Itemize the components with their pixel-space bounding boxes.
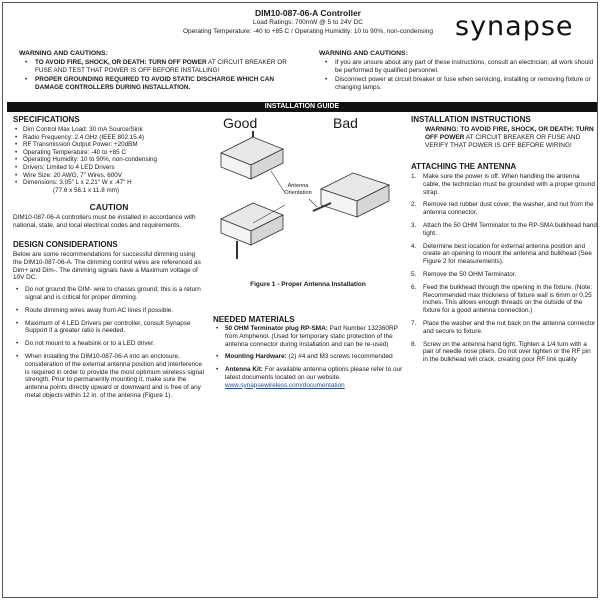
warnings-right	[319, 50, 597, 93]
specifications-title: SPECIFICATIONS	[13, 115, 80, 124]
warning-item: • TO AVOID FIRE, SHOCK, OR DEATH: TURN OFF POWER AT CIRCUIT BREAKER OR FUSE AND TEST THAT POWER IS OFF BEFORE INSTALLING!	[19, 59, 304, 75]
antenna-orientation-label: Antenna Orientation	[284, 183, 312, 196]
specifications-list	[13, 126, 205, 187]
spec-item: • RF Transmission Output Power: +20dBM	[13, 141, 205, 149]
caution-text: DIM10-087-06-A controllers must be installed in accordance with national, state, and local electrical codes and requirements.	[13, 214, 196, 230]
spec-item: • Dim Control Max Load: 30 mA Source/Sink	[13, 126, 205, 134]
design-item: • When installing the DIM10-087-06-A into an enclosure, consideration of the external antenna position and interference is required in order to provide the most optimum wireless signal strength. Prior to permanently mounting it, make sure the antenna points directly upward or downward and is free of any metal objects within 12 in. of the antenna (Figure 1).	[13, 353, 205, 400]
spec-item: • Drivers: Limited to 4 LED Drivers	[13, 164, 205, 172]
spec-item: • Wire Size: 20 AWG, 7" Wires, 600V	[13, 172, 205, 180]
document-title: DIM10-087-06-A Controller	[255, 8, 361, 18]
spec-item: • Operating Temperature: -40 to +85 C	[13, 149, 205, 157]
step-item: 8. Screw on the antenna hand tight. Tighten a 1/4 turn with a pair of needle nose pliers. Do not over tighten or the RF pin in the bulkhead will crack, creating poor RF link quality	[411, 340, 591, 364]
synapse-logo: synapse	[455, 11, 574, 42]
header	[143, 9, 473, 36]
design-item: • Do not ground the DIM- wire to chassis ground; this is a return signal and is critical for proper dimming.	[13, 286, 205, 302]
warning-item: • If you are unsure about any part of these instructions, consult an electrician; all work should be performed by qualified personnel.	[319, 59, 597, 75]
materials-list	[213, 325, 403, 395]
good-enclosure-up	[221, 131, 283, 179]
step-item: 4. Determine best location for external antenna position and create an opening to mount the antenna and bulkhead (See Figure 2 for measurements).	[411, 242, 592, 266]
material-item: • Antenna Kit: For available antenna options please refer to our latest documents located on our website. www.synapsewireless.com/documentation	[213, 366, 403, 389]
attaching-antenna-title: ATTACHING THE ANTENNA	[411, 162, 517, 171]
step-item: 1. Make sure the power is off. When handling the antenna cable, the technician must be grounded with a proper ground strap.	[411, 173, 595, 196]
bad-enclosure-side	[313, 173, 389, 217]
operating-conditions: Operating Temperature: -40 to +85 C / Operating Humidity: 10 to 90%, non-condensing	[182, 28, 434, 35]
bad-label: Bad	[333, 115, 358, 131]
design-list	[13, 286, 205, 400]
warning-item: • Disconnect power at circuit breaker or fuse when servicing, installing or removing fixture or changing lamps.	[319, 76, 597, 92]
installation-guide-banner: INSTALLATION GUIDE	[7, 102, 597, 112]
antenna-figure	[213, 131, 403, 291]
caution-title: CAUTION	[89, 202, 129, 213]
design-intro: Below are some recommendations for successful dimming using the DIM10-087-06-A. The dimming control wires are referenced as Dim+ and Dim-. The dimming signals have a Maximum voltage of 10V DC.	[13, 250, 201, 282]
figure-caption: Figure 1 - Proper Antenna Installation	[250, 281, 366, 288]
spec-item: • Dimensions: 3.05" L x 2.21" W x .47" H	[13, 179, 205, 187]
material-item: • Mounting Hardware: (2) #4 and M3 screws recommended	[213, 353, 403, 361]
step-item: 3. Attach the 50 OHM Terminator to the RP-SMA bulkhead hand tight.	[411, 221, 597, 237]
material-item: • 50 OHM Terminator plug RP-SMA: Part Number 132360RP from Amphenol. (Used for temporary static protection of the antenna connector during installation and can be re-used)	[213, 325, 403, 348]
design-item: • Route dimming wires away from AC lines if possible.	[13, 307, 205, 315]
spec-dimensions-metric: (77.6 x 56.1 x 11.8 mm)	[53, 186, 120, 194]
warning-item: • PROPER GROUNDING REQUIRED TO AVOID STATIC DISCHARGE WHICH CAN DAMAGE CONTROLLERS DURING INSTALLATION.	[19, 76, 304, 92]
good-label: Good	[223, 115, 258, 131]
warnings-right-title: WARNING AND CAUTIONS:	[319, 50, 408, 57]
design-item: • Maximum of 4 LED Drivers per controller, consult Synapse Support if a greater ratio is needed.	[13, 320, 205, 336]
left-column	[13, 115, 205, 405]
spec-item: • Operating Humidity: 10 to 90%, non-condensing	[13, 156, 205, 164]
right-column	[411, 115, 597, 369]
design-item: • Do not mount to a heatsink or to a LED driver.	[13, 340, 205, 348]
step-item: 5. Remove the 50 OHM Terminator.	[411, 270, 517, 278]
installation-instructions-title: INSTALLATION INSTRUCTIONS	[411, 115, 531, 124]
spec-item: • Radio Frequency: 2.4 GHz (IEEE 802.15.4)	[13, 134, 205, 142]
installation-warning: WARNING: TO AVOID FIRE, SHOCK, OR DEATH: TURN OFF POWER AT CIRCUIT BREAKER OR FUSE AND VERIFY THAT POWER IS OFF BEFORE WIRING!	[425, 126, 594, 149]
step-item: 7. Place the washer and the nut back on the antenna connector and secure to fixture.	[411, 319, 596, 335]
warnings-left-title: WARNING AND CAUTIONS:	[19, 50, 108, 57]
warnings-left	[19, 50, 304, 93]
design-considerations-title: DESIGN CONSIDERATIONS	[13, 239, 118, 249]
load-ratings: Load Ratings: 700mW @ 5 to 24V DC	[253, 19, 363, 26]
step-item: 2. Remove red rubber dust cover, the washer, and nut from the antenna connector.	[411, 201, 594, 217]
orientation-pointer	[309, 199, 317, 207]
step-item: 6. Feed the bulkhead through the opening in the fixture. (Note: Recommended max thickness of fixture wall is 6mm or 0.25 inches. This allows enough threads on the outside of the fixture for a good antenna connection.)	[411, 283, 593, 315]
needed-materials-title: NEEDED MATERIALS	[213, 315, 295, 324]
documentation-link[interactable]: www.synapsewireless.com/documentation	[225, 381, 345, 389]
installation-guide-page	[2, 2, 598, 598]
attaching-steps	[411, 173, 597, 364]
